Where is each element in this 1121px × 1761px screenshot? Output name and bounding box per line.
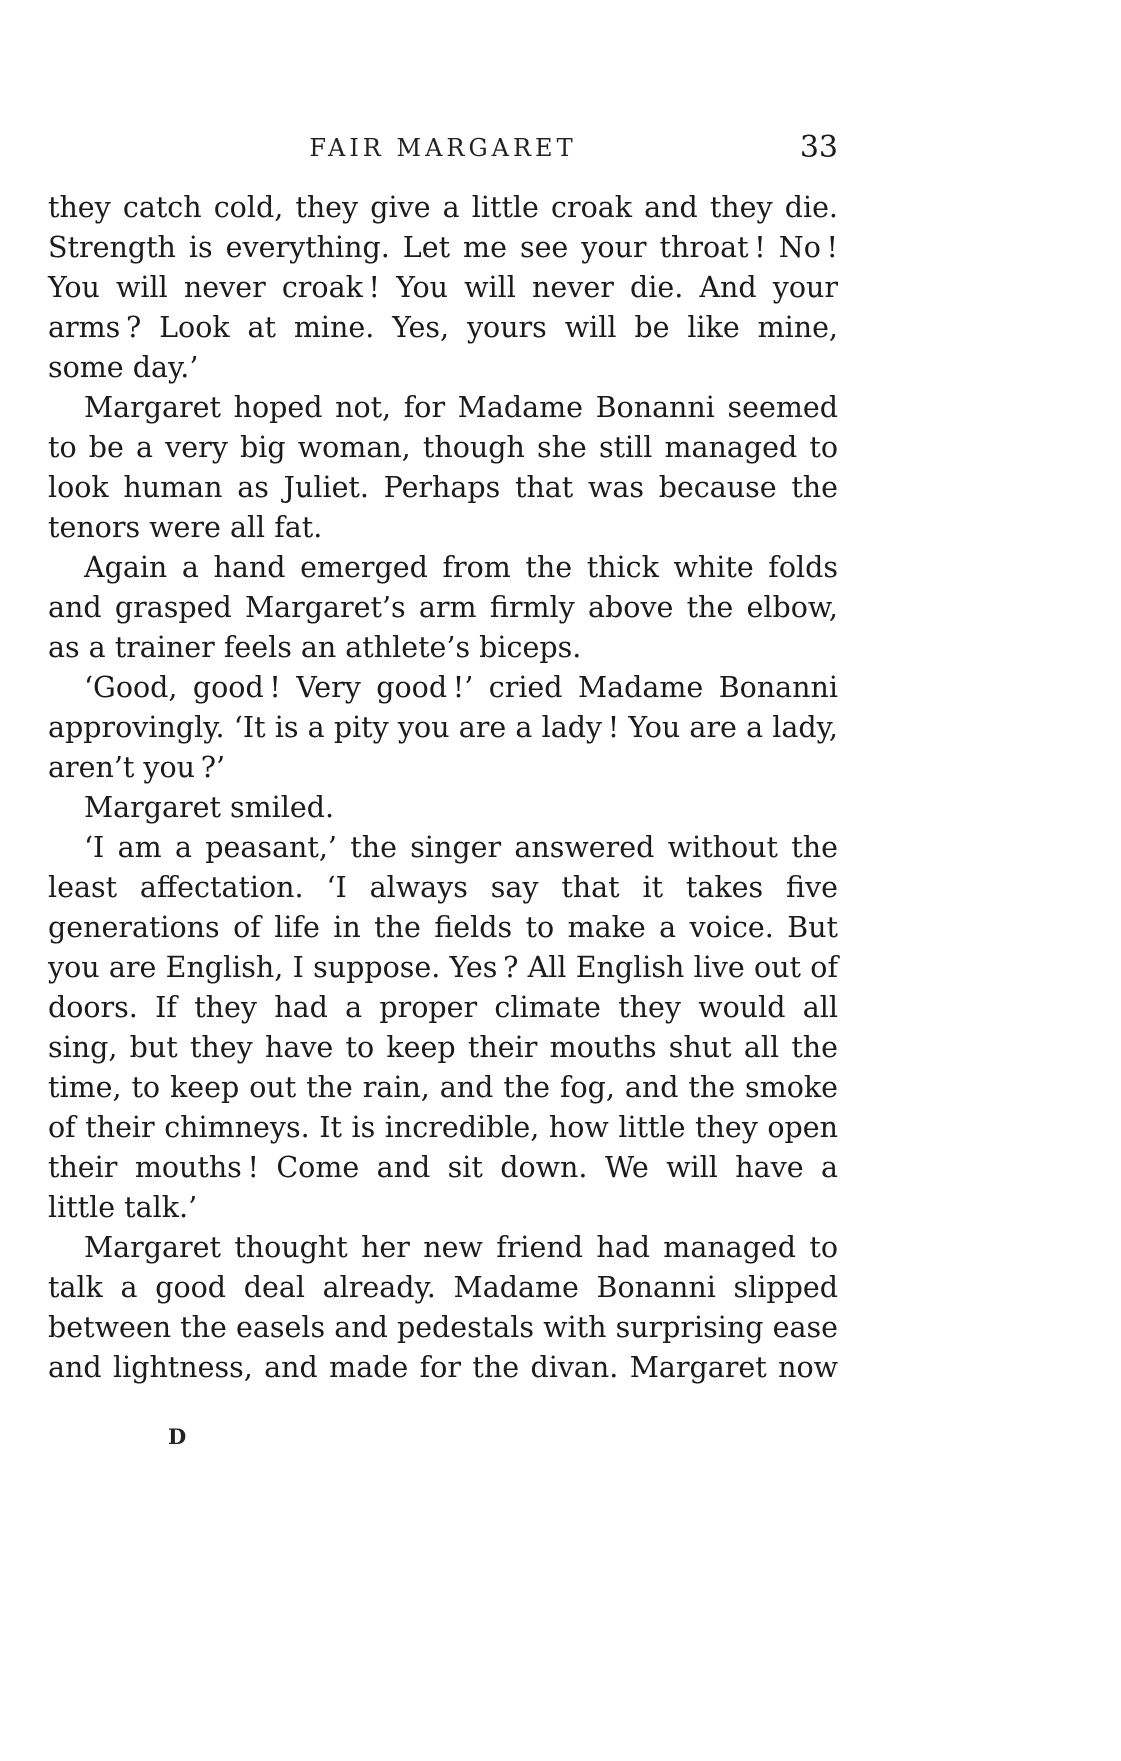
printer-signature: D xyxy=(168,1424,187,1449)
paragraph: Margaret thought her new friend had managed to talk a good deal already. Madame Bonanni slipped between the easels and pedestals with surprising ease and lightness, and made for the divan. Margaret now xyxy=(48,1231,838,1384)
page-number: 33 xyxy=(799,130,838,165)
paragraph: Again a hand emerged from the thick white folds and grasped Margaret’s arm firmly above the elbow, as a trainer feels an athlete’s biceps. xyxy=(48,551,838,664)
paragraph: ‘I am a peasant,’ the singer answered without the least affectation. ‘I always say that it takes five generations of life in the fields to make a voice. But you are English, I suppose. Yes ? All English live out of doors. If they had a proper climate they would all sing, but they have to keep their mouths shut all the time, to keep out the rain, and the fog, and the smoke of their chimneys. It is incredible, how little they open their mouths ! Come and sit down. We will have a little talk.’ xyxy=(48,831,838,1224)
paragraph: they catch cold, they give a little croak and they die. Strength is everything. Let me see your throat ! No ! You will never croak ! You will never die. And your arms ? Look at mine. Yes, yours will be like mine, some day.’ xyxy=(48,191,838,384)
paragraph: Margaret smiled. xyxy=(84,791,335,824)
page-header xyxy=(48,130,838,166)
body-text xyxy=(48,188,838,1388)
paragraph: ‘Good, good ! Very good !’ cried Madame Bonanni approvingly. ‘It is a pity you are a lady ! You are a lady, aren’t you ?’ xyxy=(48,671,838,784)
running-title: FAIR MARGARET xyxy=(309,134,577,162)
paragraph: Margaret hoped not, for Madame Bonanni seemed to be a very big woman, though she still managed to look human as Juliet. Perhaps that was because the tenors were all fat. xyxy=(48,391,838,544)
